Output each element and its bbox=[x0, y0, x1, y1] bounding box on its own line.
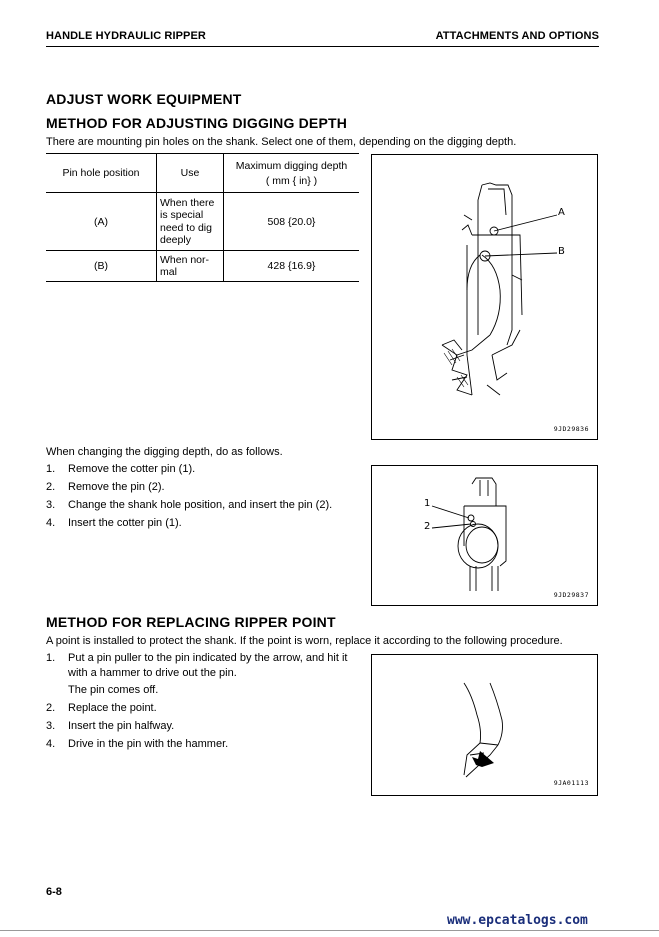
page-number: 6-8 bbox=[46, 886, 62, 898]
list-item: 4. Insert the cotter pin (1). bbox=[46, 517, 182, 529]
digging-depth-intro: There are mounting pin holes on the shank. Select one of them, depending on the digging depth. bbox=[46, 136, 517, 148]
header-rule bbox=[46, 46, 599, 47]
table-cell-depth: 428 {16.9} bbox=[224, 251, 360, 282]
list-item-note: The pin comes off. bbox=[68, 684, 159, 696]
table-cell-use: When nor-mal bbox=[157, 251, 224, 282]
list-item: 1. Remove the cotter pin (1). bbox=[46, 463, 196, 475]
pin-illustration bbox=[372, 466, 599, 607]
figure-ripper-point bbox=[371, 654, 598, 796]
running-header-left: HANDLE HYDRAULIC RIPPER bbox=[46, 30, 206, 42]
callout-a: A bbox=[558, 207, 565, 218]
list-item: 2. Remove the pin (2). bbox=[46, 481, 165, 493]
table-header-row bbox=[46, 154, 359, 193]
ripper-point-intro: A point is installed to protect the shank. If the point is worn, replace it according to the following procedure. bbox=[46, 635, 563, 647]
table-header-max-depth-line1: Maximum digging depth bbox=[235, 159, 348, 172]
callout-1: 1 bbox=[424, 498, 431, 509]
changing-depth-intro: When changing the digging depth, do as follows. bbox=[46, 446, 283, 458]
callout-2: 2 bbox=[424, 521, 431, 532]
table-header-max-depth bbox=[224, 154, 360, 193]
shank-illustration bbox=[372, 155, 599, 441]
callout-b: B bbox=[558, 246, 565, 257]
table-cell-pin: (A) bbox=[46, 193, 157, 251]
watermark-link[interactable]: www.epcatalogs.com bbox=[447, 913, 588, 928]
digging-depth-title: METHOD FOR ADJUSTING DIGGING DEPTH bbox=[46, 115, 348, 131]
figure-shank-pin-holes bbox=[371, 154, 598, 440]
table-cell-depth: 508 {20.0} bbox=[224, 193, 360, 251]
changing-depth-steps bbox=[46, 462, 356, 534]
table-header-max-depth-line2: ( mm { in} ) bbox=[265, 174, 318, 187]
figure-code: 9JD29836 bbox=[553, 425, 589, 433]
list-item: 3. Insert the pin halfway. bbox=[46, 720, 175, 732]
figure-code: 9JA01113 bbox=[553, 779, 589, 787]
ripper-point-steps bbox=[46, 651, 362, 755]
list-item: 2. Replace the point. bbox=[46, 702, 157, 714]
ripper-point-illustration bbox=[372, 655, 599, 797]
table-row bbox=[46, 251, 359, 282]
table-header-use: Use bbox=[157, 154, 224, 193]
table-header-pin: Pin hole position bbox=[46, 154, 157, 193]
table-row bbox=[46, 193, 359, 251]
digging-depth-table bbox=[46, 153, 359, 282]
list-item: 1. Put a pin puller to the pin indicated by the arrow, and hit it with a hammer to drive out the pin. The pin comes off. bbox=[46, 651, 362, 698]
list-item: 4. Drive in the pin with the hammer. bbox=[46, 738, 229, 750]
table-cell-pin: (B) bbox=[46, 251, 157, 282]
figure-code: 9JD29837 bbox=[553, 591, 589, 599]
table-cell-use: When there is special need to dig deeply bbox=[157, 193, 224, 251]
figure-pin-and-cotter bbox=[371, 465, 598, 606]
running-header-right: ATTACHMENTS AND OPTIONS bbox=[435, 30, 599, 42]
list-item: 3. Change the shank hole position, and insert the pin (2). bbox=[46, 499, 333, 511]
bottom-rule bbox=[0, 930, 659, 931]
ripper-point-title: METHOD FOR REPLACING RIPPER POINT bbox=[46, 614, 336, 630]
section-title: ADJUST WORK EQUIPMENT bbox=[46, 91, 242, 107]
